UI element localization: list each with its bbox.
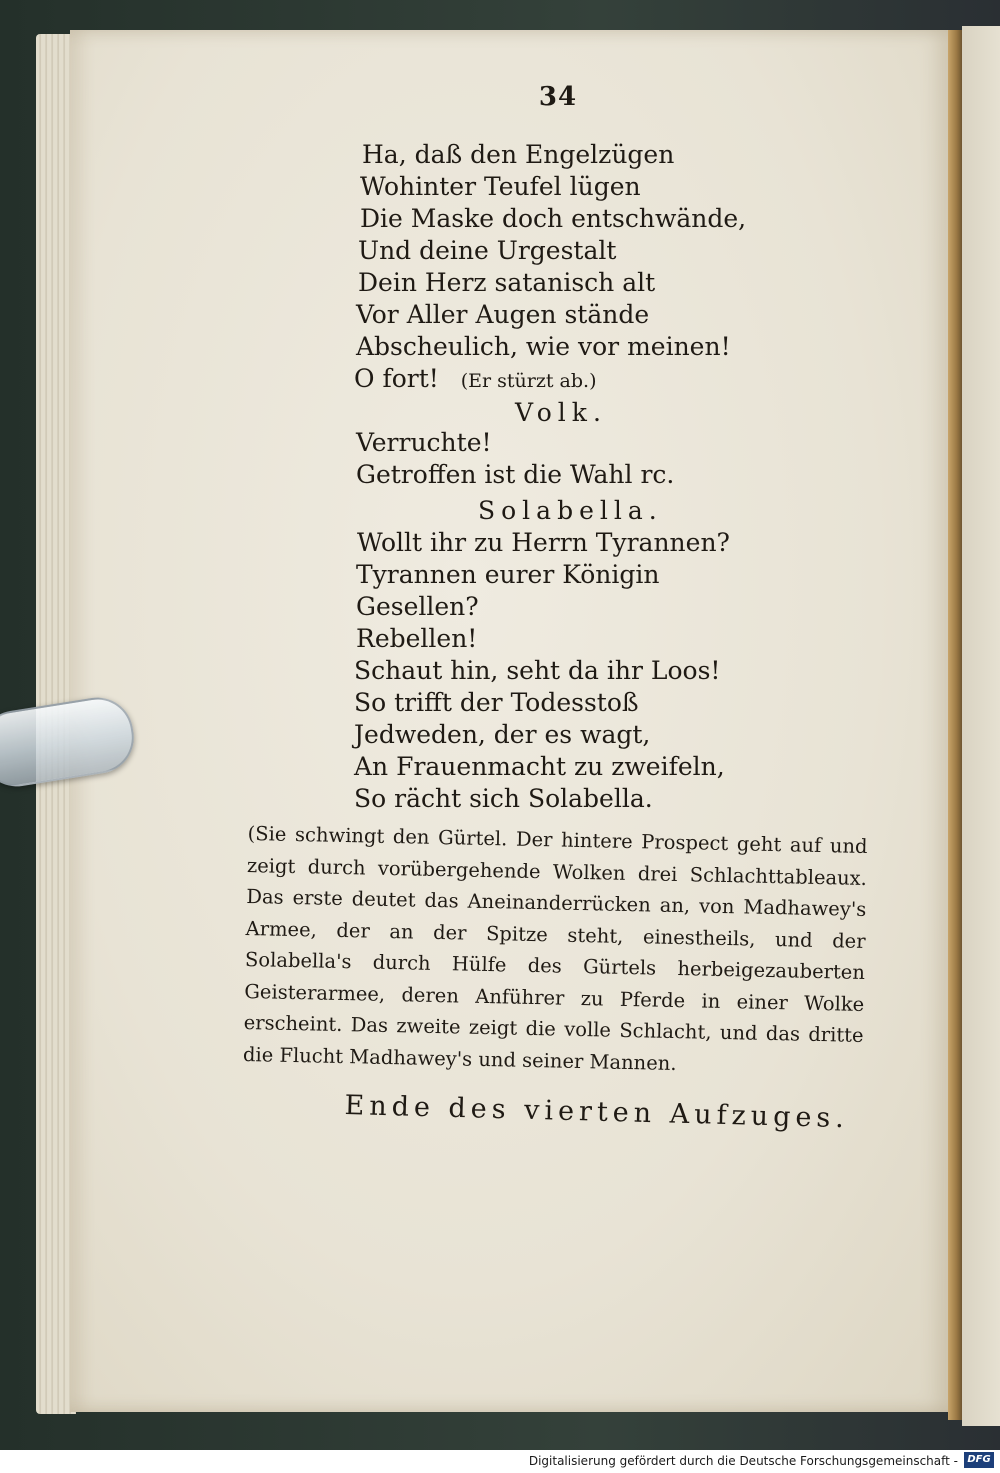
exit-line [354, 366, 597, 391]
page-number: 34 [538, 82, 578, 112]
act-end-heading: Ende des vierten Aufzuges. [344, 1090, 850, 1135]
exit-line-text: O fort! [354, 364, 439, 393]
verse-line: Wohinter Teufel lügen [360, 172, 641, 201]
book-gutter [948, 30, 962, 1420]
verse-line: Vor Aller Augen stände [356, 300, 650, 329]
verse-line: Jedweden, der es wagt, [354, 720, 651, 749]
verse-line: Und deine Urgestalt [358, 236, 617, 265]
speaker-name: Solabella. [478, 496, 663, 525]
verse-line: Gesellen? [356, 592, 479, 621]
verse-line: Wollt ihr zu Herrn Tyrannen? [357, 528, 730, 557]
verse-line: Rebellen! [356, 624, 478, 653]
verse-line: Dein Herz satanisch alt [358, 268, 656, 297]
verse-line: Die Maske doch entschwände, [360, 204, 747, 233]
verse-line: So rächt sich Solabella. [354, 784, 653, 813]
dfg-logo: DFG [964, 1452, 994, 1468]
speaker-name: Volk. [515, 398, 607, 427]
verse-line: Abscheulich, wie vor meinen! [356, 332, 731, 361]
verse-line: Ha, daß den Engelzügen [362, 140, 675, 169]
stage-direction: (Sie schwingt den Gürtel. Der hintere Prospect geht auf und zeigt durch vorübergehende Wolken drei Schlachttableaux. Das erste deutet das Aneinanderrücken an, von Madhawey's Armee, der an der Spitze steht, einestheils, und der Solabella's durch Hülfe des Gürtels herbeigezauberten Geisterarmee, deren Anführer zu Pferde in einer Wolke erscheint. Das zweite zeigt die volle Schlacht, und das dritte die Flucht Madhawey's und seiner Mannen. [242, 821, 868, 1075]
facing-page-edge [962, 26, 1000, 1426]
verse-line: So trifft der Todesstoß [354, 688, 639, 717]
verse-line: Getroffen ist die Wahl rc. [356, 460, 675, 489]
footer-credit: Digitalisierung gefördert durch die Deutsche Forschungsgemeinschaft - [528, 1454, 958, 1468]
verse-line: An Frauenmacht zu zweifeln, [354, 752, 725, 781]
exit-line-direction: (Er stürzt ab.) [460, 370, 597, 392]
verse-line: Tyrannen eurer Königin [356, 560, 660, 589]
verse-line: Schaut hin, seht da ihr Loos! [354, 656, 721, 685]
verse-line: Verruchte! [356, 428, 492, 457]
